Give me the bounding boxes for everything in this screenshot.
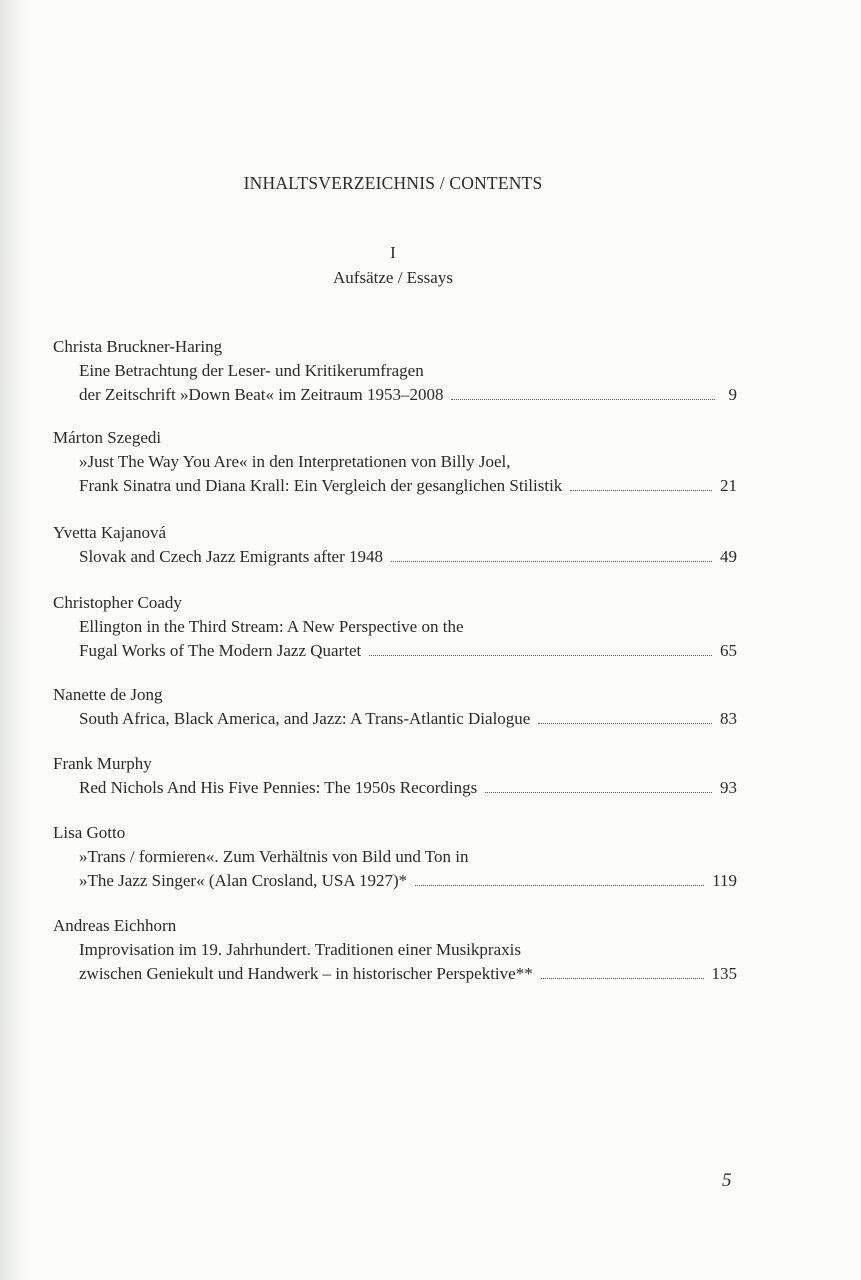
leader-dots bbox=[451, 398, 715, 400]
entry-author: Christopher Coady bbox=[53, 593, 182, 612]
entry-title-text: Frank Sinatra und Diana Krall: Ein Vergleich der gesanglichen Stilistik bbox=[79, 476, 563, 495]
entry-title-last-line bbox=[53, 776, 737, 800]
entry-title-last-line bbox=[53, 639, 737, 663]
entry-page-number: 93 bbox=[720, 778, 737, 797]
toc-entry bbox=[53, 914, 737, 986]
entry-author: Andreas Eichhorn bbox=[53, 916, 177, 935]
page-heading: INHALTSVERZEICHNIS / CONTENTS bbox=[243, 173, 543, 193]
entry-title-line: »Trans / formieren«. Zum Verhältnis von Bild und Ton in bbox=[79, 847, 469, 866]
entry-title-text: zwischen Geniekult und Handwerk – in historischer Perspektive** bbox=[79, 964, 533, 983]
leader-dots bbox=[391, 560, 712, 562]
entry-title-line: Ellington in the Third Stream: A New Perspective on the bbox=[79, 617, 464, 636]
toc-entry bbox=[53, 335, 737, 407]
toc-entry bbox=[53, 591, 737, 663]
toc-entry bbox=[53, 821, 737, 893]
entry-page-number: 49 bbox=[720, 547, 737, 566]
entry-page-number: 65 bbox=[720, 641, 737, 660]
entry-title-text: South Africa, Black America, and Jazz: A Trans-Atlantic Dialogue bbox=[79, 709, 531, 728]
toc-entry bbox=[53, 683, 737, 731]
entry-page-number: 21 bbox=[720, 476, 737, 495]
leader-dots bbox=[369, 654, 712, 656]
entry-title-text: Red Nichols And His Five Pennies: The 1950s Recordings bbox=[79, 778, 478, 797]
entry-title-text: der Zeitschrift »Down Beat« im Zeitraum 1953–2008 bbox=[79, 385, 444, 404]
entry-author: Lisa Gotto bbox=[53, 823, 126, 842]
entry-page-number: 9 bbox=[728, 385, 737, 404]
entry-title-line: Eine Betrachtung der Leser- und Kritikerumfragen bbox=[79, 361, 424, 380]
section-numeral: I bbox=[390, 243, 396, 262]
entry-author: Yvetta Kajanová bbox=[53, 523, 166, 542]
entry-page-number: 119 bbox=[712, 871, 737, 890]
entry-title-last-line bbox=[53, 545, 737, 569]
section-title: Aufsätze / Essays bbox=[333, 268, 453, 287]
entry-author: Christa Bruckner-Haring bbox=[53, 337, 223, 356]
page-number: 5 bbox=[722, 1170, 732, 1191]
entry-title-last-line bbox=[53, 962, 737, 986]
leader-dots bbox=[570, 489, 712, 491]
entry-title-text: Fugal Works of The Modern Jazz Quartet bbox=[79, 641, 362, 660]
entry-page-number: 135 bbox=[711, 964, 737, 983]
entry-author: Nanette de Jong bbox=[53, 685, 163, 704]
entry-title-last-line bbox=[53, 869, 737, 893]
leader-dots bbox=[541, 977, 704, 979]
toc-entry bbox=[53, 426, 737, 498]
entry-page-number: 83 bbox=[720, 709, 737, 728]
entry-author: Márton Szegedi bbox=[53, 428, 162, 447]
toc-entry bbox=[53, 521, 737, 569]
entry-title-last-line bbox=[53, 707, 737, 731]
entry-title-text: »The Jazz Singer« (Alan Crosland, USA 1927)* bbox=[79, 871, 408, 890]
entry-title-last-line bbox=[53, 474, 737, 498]
entry-title-text: Slovak and Czech Jazz Emigrants after 1948 bbox=[79, 547, 384, 566]
entry-title-line: »Just The Way You Are« in den Interpretationen von Billy Joel, bbox=[79, 452, 511, 471]
toc-entry bbox=[53, 752, 737, 800]
entry-title-last-line bbox=[53, 383, 737, 407]
leader-dots bbox=[415, 884, 704, 886]
leader-dots bbox=[538, 722, 712, 724]
leader-dots bbox=[485, 791, 712, 793]
entry-author: Frank Murphy bbox=[53, 754, 152, 773]
entry-title-line: Improvisation im 19. Jahrhundert. Traditionen einer Musikpraxis bbox=[79, 940, 521, 959]
